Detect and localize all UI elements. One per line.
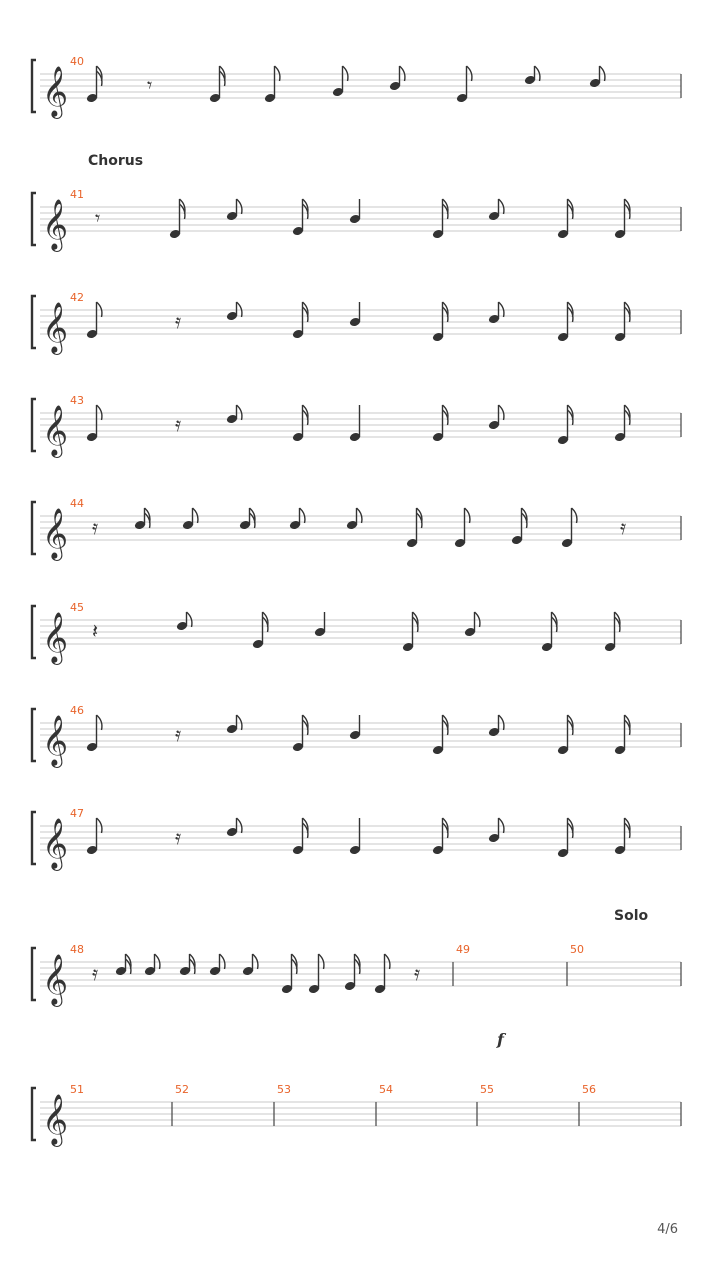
system-bracket <box>32 296 36 348</box>
rest-icon: 𝄿 <box>620 515 627 539</box>
measure-number: 43 <box>70 394 84 407</box>
measure-number: 41 <box>70 188 84 201</box>
system-bracket <box>32 812 36 864</box>
measure-number: 44 <box>70 497 84 510</box>
rest-icon: 𝄾 <box>147 73 153 97</box>
dynamic-marking: f <box>497 1030 504 1049</box>
system-bracket <box>32 193 36 245</box>
treble-clef-icon: 𝄞 <box>42 715 69 766</box>
system-bracket <box>32 399 36 451</box>
measure-number: 52 <box>175 1083 189 1096</box>
staff-system <box>32 1083 681 1147</box>
measure-number: 45 <box>70 601 84 614</box>
staff-system <box>32 601 681 665</box>
system-bracket <box>32 1088 36 1140</box>
staff-system <box>32 394 681 458</box>
rest-icon: 𝄿 <box>175 412 182 436</box>
section-label: Chorus <box>88 153 144 169</box>
treble-clef-icon: 𝄞 <box>42 302 69 353</box>
section-label: Solo <box>614 908 649 924</box>
rest-icon: 𝄿 <box>92 961 99 985</box>
treble-clef-icon: 𝄞 <box>42 199 69 250</box>
staff-system <box>32 943 681 1007</box>
staff-system <box>32 188 681 252</box>
rest-icon: 𝄿 <box>175 825 182 849</box>
page-number: 4/6 <box>657 1222 678 1237</box>
measure-number: 47 <box>70 807 84 820</box>
measure-number: 51 <box>70 1083 84 1096</box>
system-bracket <box>32 948 36 1000</box>
system-bracket <box>32 606 36 658</box>
system-bracket <box>32 60 36 112</box>
system-bracket <box>32 502 36 554</box>
treble-clef-icon: 𝄞 <box>42 405 69 456</box>
measure-number: 55 <box>480 1083 494 1096</box>
treble-clef-icon: 𝄞 <box>42 1094 69 1145</box>
rest-icon: 𝄿 <box>175 722 182 746</box>
measure-number: 50 <box>570 943 584 956</box>
rest-icon: 𝄿 <box>175 309 182 333</box>
treble-clef-icon: 𝄞 <box>42 612 69 663</box>
measure-number: 56 <box>582 1083 596 1096</box>
staff-system <box>32 807 681 871</box>
measure-number: 46 <box>70 704 84 717</box>
treble-clef-icon: 𝄞 <box>42 66 69 117</box>
system-bracket <box>32 709 36 761</box>
staff-system <box>32 291 681 355</box>
treble-clef-icon: 𝄞 <box>42 954 69 1005</box>
rest-icon: 𝄽 <box>92 619 99 643</box>
treble-clef-icon: 𝄞 <box>42 818 69 869</box>
measure-number: 42 <box>70 291 84 304</box>
measure-number: 53 <box>277 1083 291 1096</box>
measure-number: 49 <box>456 943 470 956</box>
measure-number: 48 <box>70 943 84 956</box>
staff-system <box>32 497 681 561</box>
measure-number: 54 <box>379 1083 393 1096</box>
treble-clef-icon: 𝄞 <box>42 508 69 559</box>
staff-system <box>32 704 681 768</box>
measure-number: 40 <box>70 55 84 68</box>
rest-icon: 𝄾 <box>95 206 101 230</box>
rest-icon: 𝄿 <box>414 961 421 985</box>
staff-system <box>32 55 681 119</box>
rest-icon: 𝄿 <box>92 515 99 539</box>
